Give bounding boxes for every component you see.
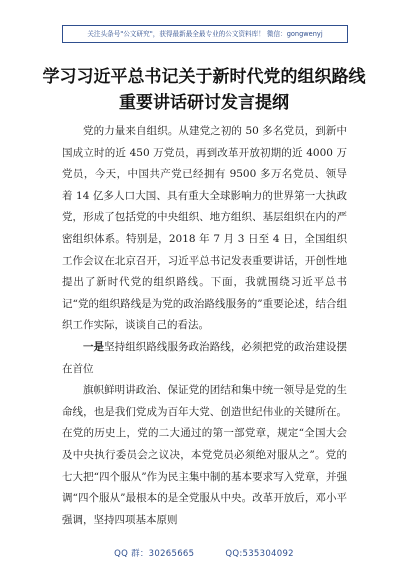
footer-qq-group: QQ 群：30265665 bbox=[114, 549, 195, 559]
footer-qq: QQ:535304092 bbox=[225, 549, 294, 559]
paragraph-intro: 党的力量来自组织。从建党之初的 50 多名党员，到新中国成立时的近 450 万党员，再到改革开放初期的近 4000 万党员，今天，中国共产党已经拥有 9500 多万名党员、领导着 14 亿多人口大国、具有重大全球影响力的世界第一大执政党，形成了包括党的中央组织、地方组织、基层组织在内的严密组织体系。特别是，2018 年 7 月 3 日至 4 日，全国组织工作会议在北京召开，习近平总书记发表重要讲话，开创性地提出了新时代党的组织路线。下面，我就围绕习近平总书记“党的组织路线是为党的政治路线服务的”重要论述，结合组织工作实际，谈谈自己的看法。 bbox=[62, 125, 347, 332]
point-text: 坚持组织路线服务政治路线，必须把党的政治建设摆在首位 bbox=[62, 340, 347, 375]
document-title: 学习习近平总书记关于新时代党的组织路线重要讲话研讨发言提纲 bbox=[42, 67, 366, 113]
paragraph-history: 旗帜鲜明讲政治、保证党的团结和集中统一领导是党的生命线，也是我们党成为百年大党、创造世纪伟业的关键所在。在党的历史上，党的二大通过的第一部党章，规定“全国大会及中央执行委员会之议决，本党党员必须绝对服从之”。党的七大把“四个服从”作为民主集中制的基本要求写入党章，并强调“四个服从”最根本的是全党服从中央。改革开放后，邓小平强调，坚持四项基本原则 bbox=[62, 384, 347, 526]
point-lead: 一是 bbox=[83, 340, 105, 353]
paragraph-point-one bbox=[62, 337, 347, 380]
top-banner: 关注头条号"公文研究"，获得最新最全最专业的公文资料库！ 微信：gongwenyj bbox=[62, 25, 348, 43]
footer-contact bbox=[0, 547, 408, 559]
document-body bbox=[62, 121, 347, 531]
